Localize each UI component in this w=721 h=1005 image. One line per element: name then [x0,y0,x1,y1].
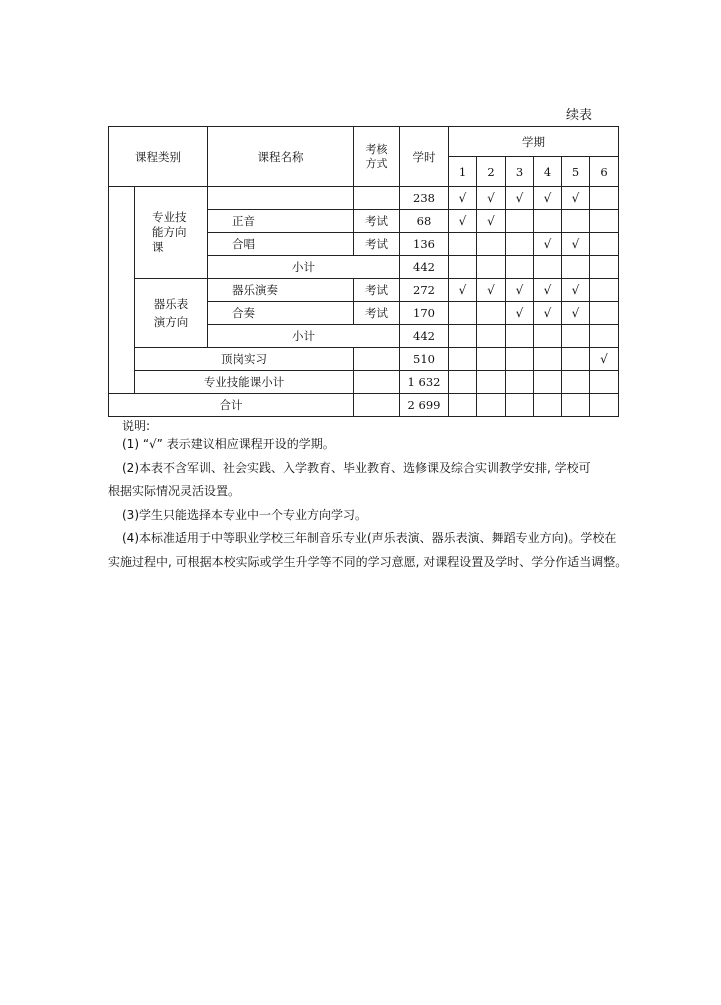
notes [108,419,628,574]
exam-type: 考试 [354,302,400,325]
mark: √ [562,233,590,256]
mark [449,348,477,371]
outer-category-cell [109,187,135,394]
mark [506,210,534,233]
hours: 272 [400,279,449,302]
hours: 136 [400,233,449,256]
course-table [108,126,619,417]
subtotal-label: 小计 [208,256,400,279]
subtotal-hours: 442 [400,256,449,279]
note-2b: 根据实际情况灵活设置。 [108,484,241,498]
mark [590,233,619,256]
exam-type: 考试 [354,233,400,256]
mark: √ [449,210,477,233]
group-2-text: 器乐表演方向 [153,297,189,329]
mark [590,302,619,325]
exam-type: 考试 [354,279,400,302]
course-name [208,187,354,210]
continued-label: 续表 [566,108,593,123]
mark [477,348,506,371]
mark: √ [477,210,506,233]
semester-5: 5 [562,157,590,187]
mark [590,210,619,233]
mark [449,233,477,256]
mark: √ [562,279,590,302]
mark: √ [534,302,562,325]
header-name: 课程名称 [208,127,354,187]
mark: √ [590,348,619,371]
mark [477,302,506,325]
note-4b: 实施过程中, 可根据本校实际或学生升学等不同的学习意愿, 对课程设置及学时、学分作适当调整。 [108,554,628,569]
mark [506,233,534,256]
exam-type [354,187,400,210]
header-exam: 考核 方式 [354,127,400,187]
course-name: 正音 [208,210,354,233]
mark: √ [477,187,506,210]
total-row [109,394,619,417]
hours: 238 [400,187,449,210]
header-semester: 学期 [449,127,619,157]
mark [477,233,506,256]
subtotal-hours: 442 [400,325,449,348]
skill-subtotal-row [109,371,619,394]
table-row [109,187,619,210]
exam-type: 考试 [354,210,400,233]
group-label-2 [135,279,208,348]
hours: 170 [400,302,449,325]
mark [449,302,477,325]
table-row [109,279,619,302]
header-category: 课程类别 [109,127,208,187]
skill-subtotal-label: 专业技能课小计 [135,371,354,394]
header-row-1 [109,127,619,157]
header-hours: 学时 [400,127,449,187]
note-4a: (4)本标准适用于中等职业学校三年制音乐专业(声乐表演、器乐表演、舞蹈专业方向)。学校在 [122,531,617,545]
mark: √ [534,279,562,302]
semester-4: 4 [534,157,562,187]
note-3: (3)学生只能选择本专业中一个专业方向学习。 [122,507,367,522]
course-name: 合唱 [208,233,354,256]
note-2a: (2)本表不含军训、社会实践、入学教育、毕业教育、选修课及综合实训教学安排, 学校可 [122,460,591,475]
total-hours: 2 699 [400,394,449,417]
exam-type [354,348,400,371]
mark [562,210,590,233]
mark [590,279,619,302]
internship-hours: 510 [400,348,449,371]
mark: √ [562,187,590,210]
note-1: (1) “√” 表示建议相应课程开设的学期。 [122,437,335,451]
mark [534,210,562,233]
subtotal-label: 小计 [208,325,400,348]
group-1-text: 专业技能方向课 [152,210,187,254]
mark: √ [449,187,477,210]
mark: √ [449,279,477,302]
mark [534,348,562,371]
mark: √ [562,302,590,325]
mark [590,187,619,210]
mark: √ [534,233,562,256]
mark: √ [534,187,562,210]
mark: √ [506,187,534,210]
mark: √ [477,279,506,302]
hours: 68 [400,210,449,233]
notes-title: 说明: [122,419,151,433]
semester-3: 3 [506,157,534,187]
mark [506,348,534,371]
skill-subtotal-hours: 1 632 [400,371,449,394]
internship-label: 顶岗实习 [135,348,354,371]
mark: √ [506,302,534,325]
semester-6: 6 [590,157,619,187]
group-label-1 [135,187,208,279]
internship-row [109,348,619,371]
mark [562,348,590,371]
semester-1: 1 [449,157,477,187]
mark: √ [506,279,534,302]
course-name: 器乐演奏 [208,279,354,302]
semester-2: 2 [477,157,506,187]
course-name: 合奏 [208,302,354,325]
total-label: 合计 [109,394,354,417]
